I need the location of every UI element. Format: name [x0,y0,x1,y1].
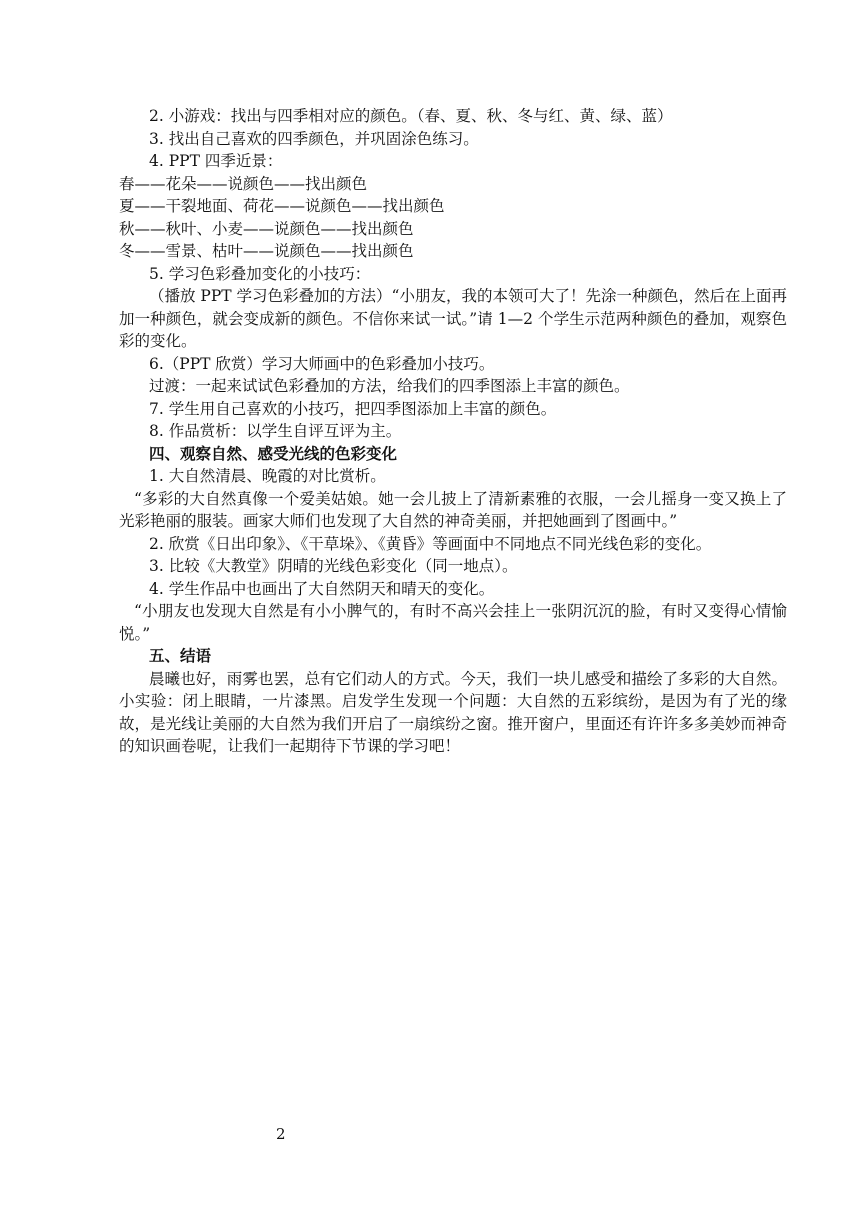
section4-item-3: 3. 比较《大教堂》阴晴的光线色彩变化（同一地点）。 [149,557,518,575]
step-8-work-review: 8. 作品赏析：以学生自评互评为主。 [149,422,402,440]
section4-item-4: 4. 学生作品中也画出了大自然阴天和晴天的变化。 [149,579,495,598]
paragraph-ppt-method: （播放 PPT 学习色彩叠加的方法）“小朋友，我的本领可大了！先涂一种颜色，然后在上面再加一种颜色，就会变成新的颜色。不信你来试一试。”请 1—2 个学生示范两种颜色的叠加，观察色彩的变化。 [119,287,787,350]
step-2-game: 2. 小游戏：找出与四季相对应的颜色。（春、夏、秋、冬与红、黄、绿、蓝） [149,107,673,125]
step-4-ppt-seasons: 4. PPT 四季近景： [149,152,283,170]
section4-item-1: 1. 大自然清晨、晚霞的对比赏析。 [149,467,386,485]
season-summer: 夏——干裂地面、荷花——说颜色——找出颜色 [119,197,445,215]
season-winter: 冬——雪景、枯叶——说颜色——找出颜色 [119,242,414,260]
section4-item-2: 2. 欣赏《日出印象》、《干草垛》、《黄昏》等画面中不同地点不同光线色彩的变化。 [149,534,712,553]
season-autumn: 秋——秋叶、小麦——说颜色——找出颜色 [119,219,414,238]
page-number: 2 [276,1125,286,1143]
season-spring: 春——花朵——说颜色——找出颜色 [119,174,368,193]
step-5-overlay-tips: 5. 学习色彩叠加变化的小技巧： [149,264,371,283]
transition-text: 过渡：一起来试试色彩叠加的方法，给我们的四季图添上丰富的颜色。 [149,377,630,395]
paragraph-nature-quote: “多彩的大自然真像一个爱美姑娘。她一会儿披上了清新素雅的衣服，一会儿摇身一变又换上了光彩艳丽的服装。画家大师们也发现了大自然的神奇美丽，并把她画到了图画中。” [119,489,787,530]
document-body [119,105,787,758]
section-heading-5: 五、结语 [149,646,212,665]
paragraph-temper-quote: “小朋友也发现大自然是有小小脾气的，有时不高兴会挂上一张阴沉沉的脸，有时又变得心情愉悦。” [119,602,787,643]
step-7-student-practice: 7. 学生用自己喜欢的小技巧，把四季图添加上丰富的颜色。 [149,399,557,418]
section-heading-4: 四、观察自然、感受光线的色彩变化 [149,443,398,463]
step-6-master-paintings: 6.（PPT 欣赏）学习大师画中的色彩叠加小技巧。 [149,354,495,373]
step-3-favorite-colors: 3. 找出自己喜欢的四季颜色，并巩固涂色练习。 [149,129,479,148]
paragraph-conclusion: 晨曦也好，雨雾也罢，总有它们动人的方式。今天，我们一块儿感受和描绘了多彩的大自然。小实验：闭上眼睛，一片漆黑。启发学生发现一个问题：大自然的五彩缤纷，是因为有了光的缘故，是光线让美丽的大自然为我们开启了一扇缤纷之窗。推开窗户，里面还有许许多多美妙而神奇的知识画卷呢，让我们一起期待下节课的学习吧！ [119,669,787,755]
